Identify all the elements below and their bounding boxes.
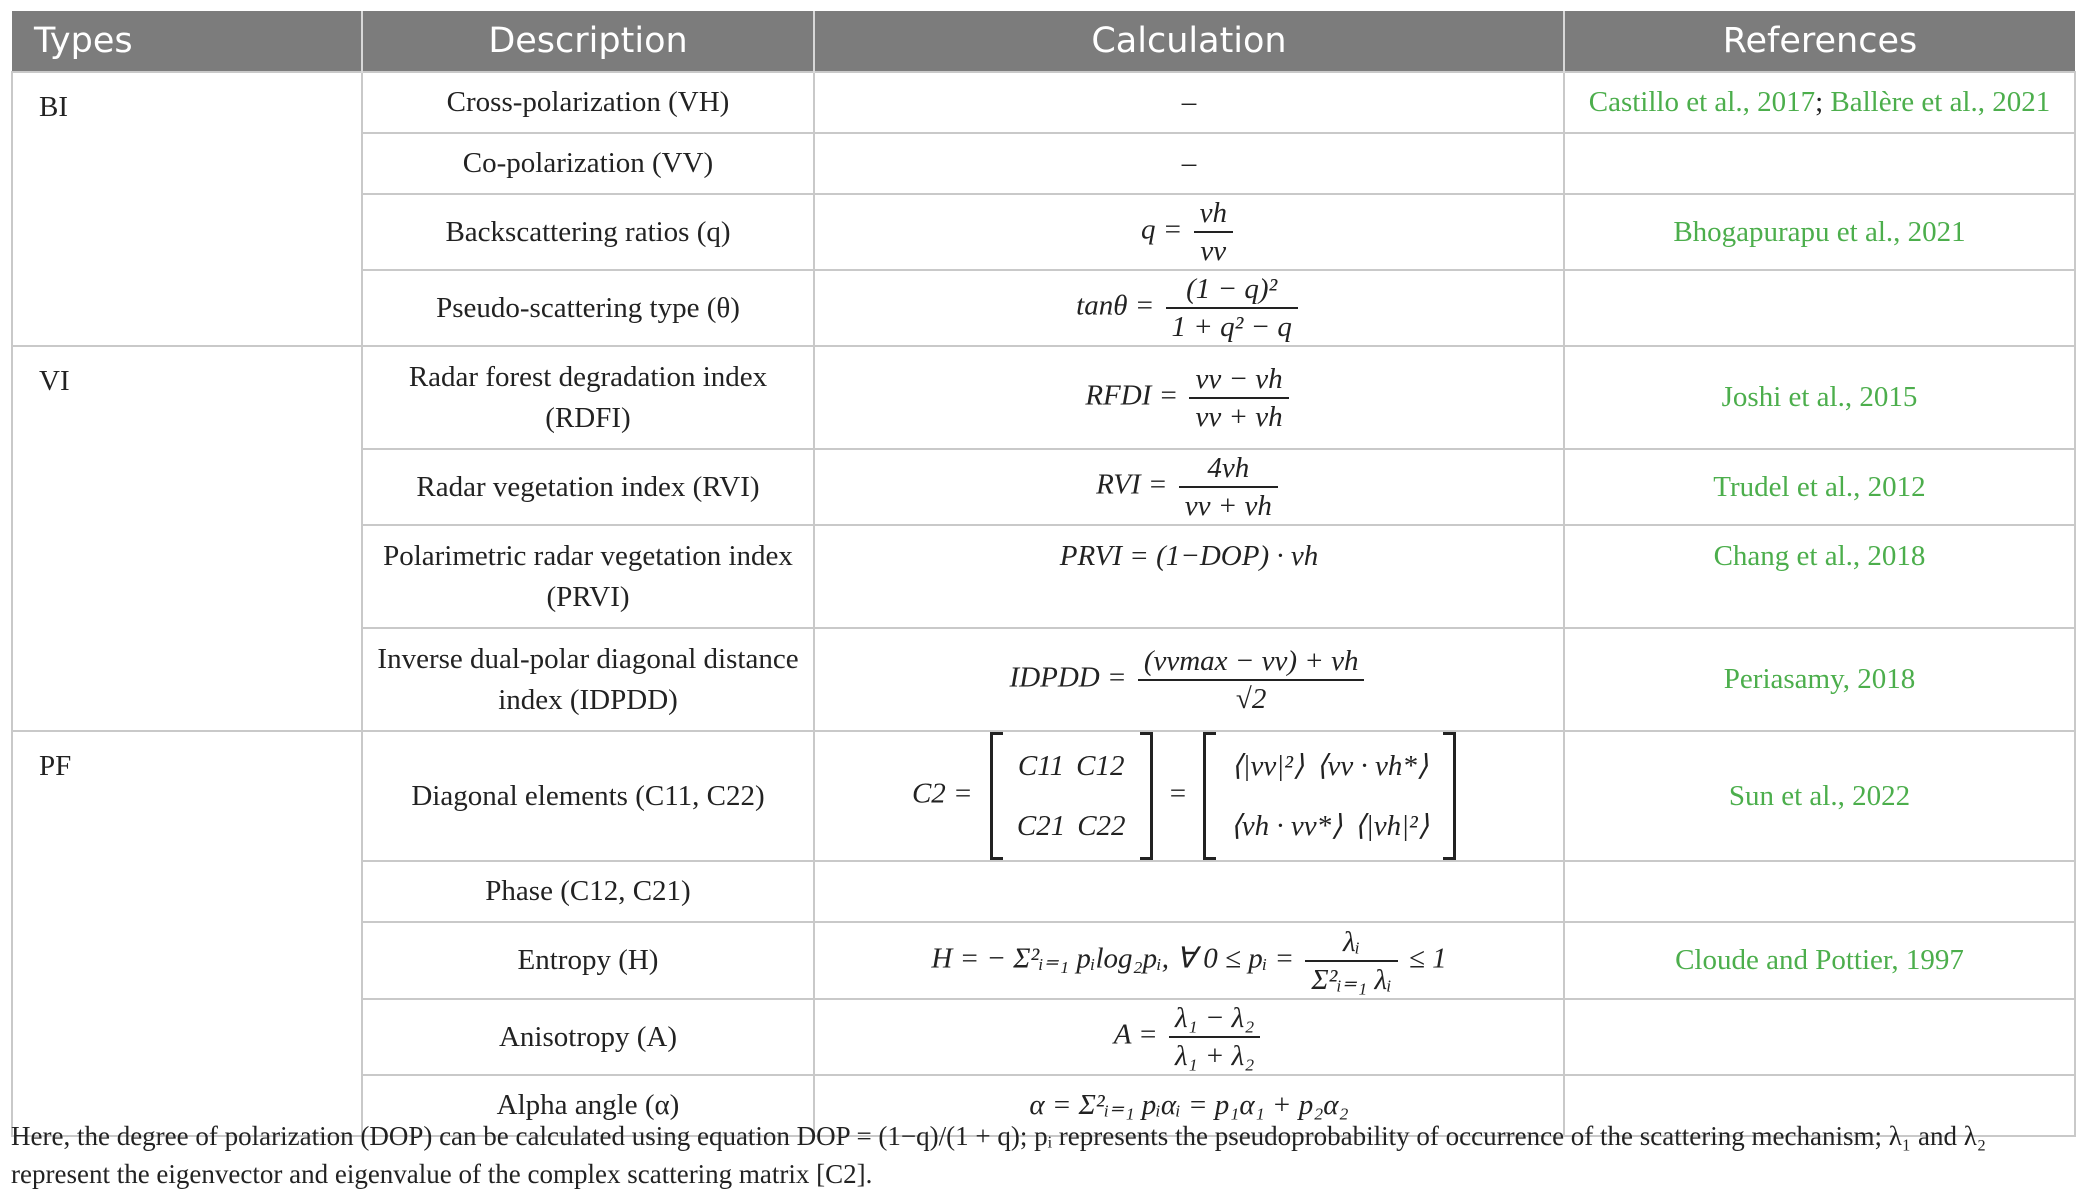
type-cell: BI <box>12 72 362 346</box>
header-references: References <box>1564 11 2075 72</box>
description-cell: Co-polarization (VV) <box>362 133 814 194</box>
denominator: vv + vh <box>1189 397 1288 435</box>
reference-cell <box>1564 346 2075 449</box>
calculation-cell <box>814 194 1564 270</box>
description-cell: Pseudo-scattering type (θ) <box>362 270 814 346</box>
description-cell: Inverse dual-polar diagonal distance index (IDPDD) <box>362 628 814 731</box>
reference-link[interactable]: Cloude and Pottier, 1997 <box>1675 944 1964 976</box>
reference-cell <box>1564 999 2075 1075</box>
fraction <box>1179 450 1278 524</box>
formula-lhs: C2 = <box>911 777 973 810</box>
equals-sign: = <box>1169 777 1187 810</box>
description-cell: Phase (C12, C21) <box>362 861 814 922</box>
reference-cell <box>1564 922 2075 999</box>
calculation-cell: – <box>814 133 1564 194</box>
table-row <box>12 72 2075 133</box>
table-container <box>11 11 2074 1137</box>
numerator: (1 − q)² <box>1186 273 1278 305</box>
reference-cell <box>1564 731 2075 861</box>
description-cell: Backscattering ratios (q) <box>362 194 814 270</box>
formula-lhs: A = <box>1113 1018 1158 1051</box>
description-cell: Diagonal elements (C11, C22) <box>362 731 814 861</box>
reference-link[interactable]: Trudel et al., 2012 <box>1713 470 1926 503</box>
calculation-cell <box>814 449 1564 525</box>
reference-cell <box>1564 270 2075 346</box>
fraction <box>1194 195 1233 269</box>
expectation-matrix <box>1203 732 1456 860</box>
reference-link[interactable]: Joshi et al., 2015 <box>1721 381 1918 413</box>
numerator: λ₁ − λ₂ <box>1174 1002 1255 1034</box>
reference-link[interactable]: Sun et al., 2022 <box>1728 779 1911 812</box>
description-cell: Alpha angle (α) <box>362 1075 814 1136</box>
type-cell: VI <box>12 346 362 731</box>
reference-cell <box>1564 861 2075 922</box>
fraction <box>1305 924 1397 998</box>
description-cell: Cross-polarization (VH) <box>362 72 814 133</box>
table-row <box>12 731 2075 861</box>
numerator: λᵢ <box>1342 925 1361 958</box>
matrix-element: C21 <box>1016 810 1066 842</box>
numerator: 4vh <box>1207 452 1250 484</box>
reference-link[interactable]: Bhogapurapu et al., 2021 <box>1673 215 1966 248</box>
description-cell: Anisotropy (A) <box>362 999 814 1075</box>
denominator: 1 + q² − q <box>1166 307 1298 345</box>
denominator: √2 <box>1138 679 1365 717</box>
numerator: (vvmax − vv) + vh <box>1143 644 1359 677</box>
table-row <box>12 346 2075 449</box>
reference-link[interactable]: Castillo et al., 2017 <box>1588 86 1816 118</box>
matrix-element: C22 <box>1077 810 1126 842</box>
fraction <box>1138 643 1365 717</box>
type-cell: PF <box>12 731 362 1136</box>
reference-cell <box>1564 628 2075 731</box>
calculation-cell <box>814 346 1564 449</box>
calculation-cell <box>814 628 1564 731</box>
reference-cell <box>1564 449 2075 525</box>
covariance-matrix <box>990 732 1153 860</box>
calculation-cell: PRVI = (1−DOP) · vh <box>814 525 1564 628</box>
denominator: λ₁ + λ₂ <box>1169 1036 1260 1074</box>
header-row <box>12 11 2075 72</box>
matrix-element: C11 <box>1017 750 1065 782</box>
formula-rhs: ≤ 1 <box>1408 942 1447 975</box>
denominator: vv + vh <box>1179 486 1278 524</box>
calculation-cell: – <box>814 72 1564 133</box>
calculation-cell <box>814 861 1564 922</box>
calculation-cell <box>814 999 1564 1075</box>
calculation-cell <box>814 270 1564 346</box>
header-calculation: Calculation <box>814 11 1564 72</box>
reference-cell <box>1564 72 2075 133</box>
header-types: Types <box>12 11 362 72</box>
fraction <box>1166 271 1298 345</box>
reference-link[interactable]: Ballère et al., 2021 <box>1830 86 2051 118</box>
header-description: Description <box>362 11 814 72</box>
fraction <box>1189 361 1288 435</box>
reference-link[interactable]: Chang et al., 2018 <box>1713 540 1926 572</box>
formula-lhs: H = − Σ²ᵢ₌₁ pᵢlog₂pᵢ, ∀ 0 ≤ pᵢ = <box>931 942 1295 975</box>
formula-lhs: q = <box>1141 213 1183 246</box>
calculation-cell <box>814 731 1564 861</box>
matrix-element: ⟨|vh|²⟩ <box>1354 810 1430 842</box>
reference-separator: ; <box>1815 86 1824 118</box>
reference-cell <box>1564 133 2075 194</box>
denominator: vv <box>1194 231 1233 269</box>
matrix-element: C12 <box>1076 750 1125 782</box>
matrix-element: ⟨vh · vv*⟩ <box>1230 810 1343 842</box>
formula-lhs: RFDI = <box>1085 379 1179 412</box>
reference-cell <box>1564 194 2075 270</box>
description-cell: Radar forest degradation index (RDFI) <box>362 346 814 449</box>
numerator: vv − vh <box>1195 362 1283 395</box>
matrix-element: ⟨vv · vh*⟩ <box>1316 750 1429 782</box>
formula-lhs: IDPDD = <box>1009 661 1127 694</box>
fraction <box>1169 1000 1260 1074</box>
formula-lhs: tanθ = <box>1076 289 1155 322</box>
indices-table <box>11 11 2076 1137</box>
calculation-cell <box>814 922 1564 999</box>
formula-lhs: RVI = <box>1096 468 1168 501</box>
denominator: Σ²ᵢ₌₁ λᵢ <box>1305 960 1397 998</box>
description-cell: Radar vegetation index (RVI) <box>362 449 814 525</box>
numerator: vh <box>1199 197 1227 229</box>
reference-cell <box>1564 525 2075 628</box>
table-footnote: Here, the degree of polarization (DOP) can be calculated using equation DOP = (1−q)/(1 + q); pᵢ represents the pseudoprobability of occurrence of the scattering mechanism; λ₁ and λ₂ represent the eigenvector and eigenvalue of the complex scattering matrix [C2]. <box>11 1121 1987 1189</box>
description-cell: Entropy (H) <box>362 922 814 999</box>
matrix-element: ⟨|vv|²⟩ <box>1231 750 1305 782</box>
reference-link[interactable]: Periasamy, 2018 <box>1723 663 1916 695</box>
calculation-cell: α = Σ²ᵢ₌₁ pᵢαᵢ = p₁α₁ + p₂α₂ <box>814 1075 1564 1136</box>
description-cell: Polarimetric radar vegetation index (PRVI) <box>362 525 814 628</box>
